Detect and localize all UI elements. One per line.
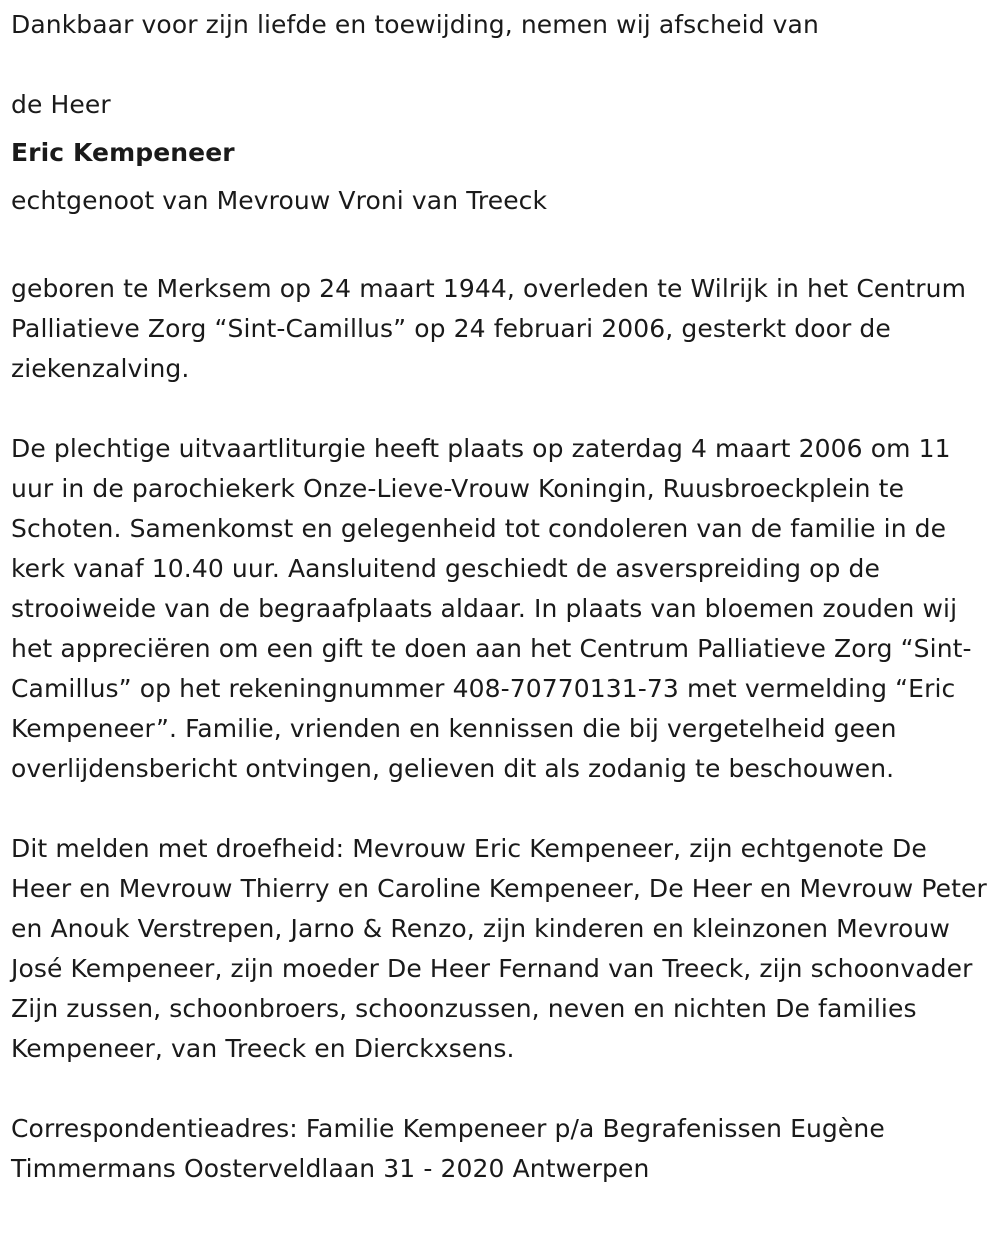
- deceased-name: Eric Kempeneer: [11, 138, 235, 167]
- intro-text: Dankbaar voor zijn liefde en toewijding, nemen wij afscheid van: [11, 10, 819, 39]
- spouse-text: echtgenoot van Mevrouw Vroni van Treeck: [11, 186, 548, 215]
- correspondence-address: Correspondentieadres: Familie Kempeneer p/a Begrafenissen Eugène Timmermans Oosterveldlaan 31 - 2020 Antwerpen: [11, 1114, 885, 1183]
- honorific-title: de Heer: [11, 90, 111, 119]
- birth-death-paragraph: geboren te Merksem op 24 maart 1944, overleden te Wilrijk in het Centrum Palliatieve Zorg “Sint-Camillus” op 24 februari 2006, gesterkt door de ziekenzalving.: [11, 274, 967, 383]
- funeral-paragraph: De plechtige uitvaartliturgie heeft plaats op zaterdag 4 maart 2006 om 11 uur in de parochiekerk Onze-Lieve-Vrouw Koningin, Ruusbroeckplein te Schoten. Samenkomst en gelegenheid tot condoleren van de familie in de kerk vanaf 10.40 uur. Aansluitend geschiedt de asverspreiding op de strooiweide van de begraafplaats aldaar. In plaats van bloemen zouden wij het appreciëren om een gift te doen aan het Centrum Palliatieve Zorg “Sint-Camillus” op het rekeningnummer 408-70770131-73 met vermelding “Eric Kempeneer”. Familie, vrienden en kennissen die bij vergetelheid geen overlijdensbericht ontvingen, gelieven dit als zodanig te beschouwen.: [11, 434, 972, 783]
- family-paragraph: Dit melden met droefheid: Mevrouw Eric Kempeneer, zijn echtgenote De Heer en Mevrouw Thierry en Caroline Kempeneer, De Heer en Mevrouw Peter en Anouk Verstrepen, Jarno & Renzo, zijn kinderen en kleinzonen Mevrouw José Kempeneer, zijn moeder De Heer Fernand van Treeck, zijn schoonvader Zijn zussen, schoonbroers, schoonzussen, neven en nichten De families Kempeneer, van Treeck en Dierckxsens.: [11, 834, 987, 1063]
